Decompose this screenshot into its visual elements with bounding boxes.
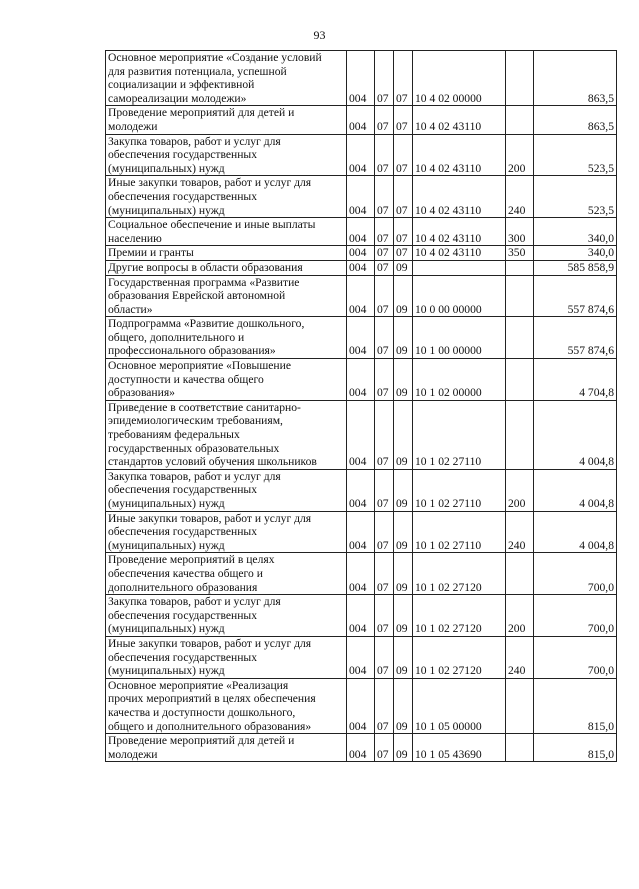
row-name — [106, 275, 347, 317]
code-ved: 004 — [347, 106, 375, 134]
code-section: 07 — [375, 51, 394, 106]
code-expense-type: 200 — [506, 134, 534, 176]
code-target-article: 10 1 02 27110 — [413, 511, 506, 553]
code-expense-type — [506, 678, 534, 733]
code-expense-type — [506, 260, 534, 275]
code-subsection: 09 — [394, 400, 413, 469]
code-target-article: 10 4 02 43110 — [413, 106, 506, 134]
code-section: 07 — [375, 275, 394, 317]
row-name — [106, 553, 347, 595]
row-name-line: (муниципальных) нужд — [108, 622, 225, 636]
table-row — [106, 51, 617, 106]
row-name-line: Иные закупки товаров, работ и услуг для — [108, 176, 312, 190]
code-target-article: 10 1 02 27120 — [413, 636, 506, 678]
row-name — [106, 734, 347, 762]
code-subsection: 09 — [394, 469, 413, 511]
code-expense-type — [506, 553, 534, 595]
row-name-line: (муниципальных) нужд — [108, 497, 225, 510]
code-ved: 004 — [347, 275, 375, 317]
row-name-line: Иные закупки товаров, работ и услуг для — [108, 511, 312, 525]
amount: 523,5 — [534, 176, 617, 218]
row-name-line: дополнительного образования — [108, 580, 258, 594]
code-target-article: 10 1 05 00000 — [413, 678, 506, 733]
code-ved: 004 — [347, 176, 375, 218]
code-section: 07 — [375, 246, 394, 261]
row-name-line: обеспечения государственных — [108, 483, 258, 497]
row-name-line: Другие вопросы в области образования — [108, 260, 303, 274]
code-section: 07 — [375, 260, 394, 275]
code-section: 07 — [375, 106, 394, 134]
code-target-article: 10 1 02 27110 — [413, 400, 506, 469]
row-name-line: Закупка товаров, работ и услуг для — [108, 595, 281, 609]
table-row — [106, 553, 617, 595]
row-name-line: обеспечения государственных — [108, 189, 258, 203]
row-name-line: Основное мероприятие «Реализация — [108, 678, 289, 692]
table-row — [106, 678, 617, 733]
row-name-line: обеспечения государственных — [108, 608, 258, 622]
code-target-article: 10 1 00 00000 — [413, 317, 506, 359]
table-row — [106, 400, 617, 469]
code-ved: 004 — [347, 317, 375, 359]
amount: 523,5 — [534, 134, 617, 176]
row-name — [106, 359, 347, 401]
code-section: 07 — [375, 218, 394, 246]
code-section: 07 — [375, 317, 394, 359]
code-subsection: 07 — [394, 246, 413, 261]
code-target-article: 10 1 02 00000 — [413, 359, 506, 401]
budget-table — [105, 50, 617, 762]
code-expense-type — [506, 51, 534, 106]
amount: 700,0 — [534, 553, 617, 595]
amount: 815,0 — [534, 734, 617, 762]
row-name-line: обеспечения государственных — [108, 148, 258, 162]
code-subsection: 07 — [394, 218, 413, 246]
code-subsection: 07 — [394, 134, 413, 176]
code-subsection: 09 — [394, 317, 413, 359]
row-name-line: молодежи — [108, 119, 158, 133]
code-subsection: 09 — [394, 553, 413, 595]
row-name-line: прочих мероприятий в целях обеспечения — [108, 692, 316, 706]
code-expense-type: 200 — [506, 469, 534, 511]
code-subsection: 09 — [394, 260, 413, 275]
code-ved: 004 — [347, 553, 375, 595]
row-name-line: (муниципальных) нужд — [108, 161, 225, 175]
table-row — [106, 246, 617, 261]
code-section: 07 — [375, 734, 394, 762]
code-ved: 004 — [347, 595, 375, 637]
code-section: 07 — [375, 678, 394, 733]
code-expense-type: 240 — [506, 636, 534, 678]
code-section: 07 — [375, 511, 394, 553]
code-target-article: 10 4 02 43110 — [413, 218, 506, 246]
code-subsection: 07 — [394, 176, 413, 218]
row-name-line: Закупка товаров, работ и услуг для — [108, 469, 281, 483]
amount: 700,0 — [534, 595, 617, 637]
row-name — [106, 595, 347, 637]
row-name — [106, 246, 347, 261]
row-name-line: стандартов условий обучения школьников — [108, 455, 317, 469]
code-ved: 004 — [347, 400, 375, 469]
code-section: 07 — [375, 469, 394, 511]
code-ved: 004 — [347, 678, 375, 733]
row-name — [106, 51, 347, 106]
code-expense-type — [506, 400, 534, 469]
table-row — [106, 469, 617, 511]
table-row — [106, 595, 617, 637]
code-section: 07 — [375, 595, 394, 637]
code-target-article: 10 4 02 43110 — [413, 246, 506, 261]
code-section: 07 — [375, 176, 394, 218]
code-subsection: 09 — [394, 359, 413, 401]
amount: 4 004,8 — [534, 469, 617, 511]
row-name-line: области» — [108, 302, 153, 316]
row-name-line: самореализации молодежи» — [108, 91, 247, 105]
code-expense-type — [506, 359, 534, 401]
code-expense-type — [506, 275, 534, 317]
table-row — [106, 636, 617, 678]
code-target-article: 10 4 02 00000 — [413, 51, 506, 106]
code-ved: 004 — [347, 636, 375, 678]
code-expense-type: 240 — [506, 176, 534, 218]
amount: 340,0 — [534, 218, 617, 246]
code-ved: 004 — [347, 51, 375, 106]
code-subsection: 07 — [394, 106, 413, 134]
amount: 4 004,8 — [534, 511, 617, 553]
row-name — [106, 218, 347, 246]
code-ved: 004 — [347, 134, 375, 176]
row-name-line: Иные закупки товаров, работ и услуг для — [108, 636, 312, 650]
row-name-line: обеспечения качества общего и — [108, 566, 263, 580]
table-row — [106, 134, 617, 176]
code-target-article: 10 1 02 27110 — [413, 469, 506, 511]
code-ved: 004 — [347, 359, 375, 401]
code-subsection: 09 — [394, 511, 413, 553]
amount: 4 704,8 — [534, 359, 617, 401]
row-name-line: для развития потенциала, успешной — [108, 64, 287, 78]
table-row — [106, 511, 617, 553]
row-name-line: общего и дополнительного образования» — [108, 719, 312, 733]
code-target-article: 10 0 00 00000 — [413, 275, 506, 317]
code-expense-type: 350 — [506, 246, 534, 261]
code-target-article: 10 1 05 43690 — [413, 734, 506, 762]
code-section: 07 — [375, 134, 394, 176]
table-row — [106, 106, 617, 134]
row-name-line: качества и доступности дошкольного, — [108, 705, 296, 719]
code-expense-type — [506, 106, 534, 134]
row-name-line: Приведение в соответствие санитарно- — [108, 400, 301, 414]
row-name — [106, 106, 347, 134]
row-name-line: Проведение мероприятий в целях — [108, 553, 275, 567]
row-name — [106, 678, 347, 733]
code-subsection: 09 — [394, 734, 413, 762]
code-subsection: 09 — [394, 275, 413, 317]
amount: 700,0 — [534, 636, 617, 678]
code-target-article: 10 4 02 43110 — [413, 134, 506, 176]
row-name-line: обеспечения государственных — [108, 525, 258, 539]
table-row — [106, 260, 617, 275]
row-name-line: Закупка товаров, работ и услуг для — [108, 134, 281, 148]
budget-table-body — [106, 51, 617, 762]
row-name-line: Основное мероприятие «Создание условий — [108, 51, 322, 64]
row-name-line: общего, дополнительного и — [108, 330, 245, 344]
row-name — [106, 400, 347, 469]
code-ved: 004 — [347, 469, 375, 511]
code-section: 07 — [375, 359, 394, 401]
code-target-article: 10 4 02 43110 — [413, 176, 506, 218]
code-ved: 004 — [347, 734, 375, 762]
amount: 863,5 — [534, 51, 617, 106]
table-row — [106, 734, 617, 762]
row-name-line: государственных образовательных — [108, 441, 280, 455]
code-expense-type — [506, 734, 534, 762]
code-subsection: 09 — [394, 636, 413, 678]
row-name-line: Премии и гранты — [108, 246, 194, 260]
table-row — [106, 176, 617, 218]
amount: 585 858,9 — [534, 260, 617, 275]
table-row — [106, 359, 617, 401]
code-subsection: 09 — [394, 678, 413, 733]
row-name-line: Государственная программа «Развитие — [108, 275, 300, 289]
code-expense-type: 200 — [506, 595, 534, 637]
row-name-line: профессионального образования» — [108, 344, 276, 358]
row-name-line: (муниципальных) нужд — [108, 664, 225, 678]
amount: 557 874,6 — [534, 275, 617, 317]
row-name-line: обеспечения государственных — [108, 650, 258, 664]
table-row — [106, 275, 617, 317]
row-name-line: эпидемиологическим требованиям, — [108, 414, 283, 428]
row-name-line: Проведение мероприятий для детей и — [108, 106, 295, 120]
table-row — [106, 218, 617, 246]
row-name-line: социализации и эффективной — [108, 78, 255, 92]
code-ved: 004 — [347, 511, 375, 553]
code-section: 07 — [375, 553, 394, 595]
code-target-article — [413, 260, 506, 275]
amount: 340,0 — [534, 246, 617, 261]
row-name-line: доступности и качества общего — [108, 372, 264, 386]
amount: 863,5 — [534, 106, 617, 134]
amount: 815,0 — [534, 678, 617, 733]
row-name-line: Проведение мероприятий для детей и — [108, 734, 295, 748]
code-target-article: 10 1 02 27120 — [413, 595, 506, 637]
row-name-line: населению — [108, 231, 162, 245]
code-expense-type — [506, 317, 534, 359]
table-row — [106, 317, 617, 359]
row-name-line: молодежи — [108, 747, 158, 761]
amount: 557 874,6 — [534, 317, 617, 359]
row-name — [106, 134, 347, 176]
row-name-line: требованиям федеральных — [108, 428, 240, 442]
row-name — [106, 317, 347, 359]
code-subsection: 09 — [394, 595, 413, 637]
code-subsection: 07 — [394, 51, 413, 106]
code-target-article: 10 1 02 27120 — [413, 553, 506, 595]
code-ved: 004 — [347, 246, 375, 261]
row-name-line: (муниципальных) нужд — [108, 538, 225, 552]
code-section: 07 — [375, 636, 394, 678]
row-name — [106, 176, 347, 218]
row-name — [106, 469, 347, 511]
row-name-line: Основное мероприятие «Повышение — [108, 359, 291, 373]
code-expense-type: 300 — [506, 218, 534, 246]
page-number: 93 — [313, 28, 326, 42]
code-section: 07 — [375, 400, 394, 469]
row-name-line: Социальное обеспечение и иные выплаты — [108, 218, 316, 232]
row-name-line: образования Еврейской автономной — [108, 289, 286, 303]
code-ved: 004 — [347, 218, 375, 246]
row-name-line: (муниципальных) нужд — [108, 203, 225, 217]
row-name-line: образования» — [108, 386, 175, 400]
code-ved: 004 — [347, 260, 375, 275]
amount: 4 004,8 — [534, 400, 617, 469]
row-name — [106, 511, 347, 553]
row-name — [106, 260, 347, 275]
row-name — [106, 636, 347, 678]
code-expense-type: 240 — [506, 511, 534, 553]
row-name-line: Подпрограмма «Развитие дошкольного, — [108, 317, 305, 331]
